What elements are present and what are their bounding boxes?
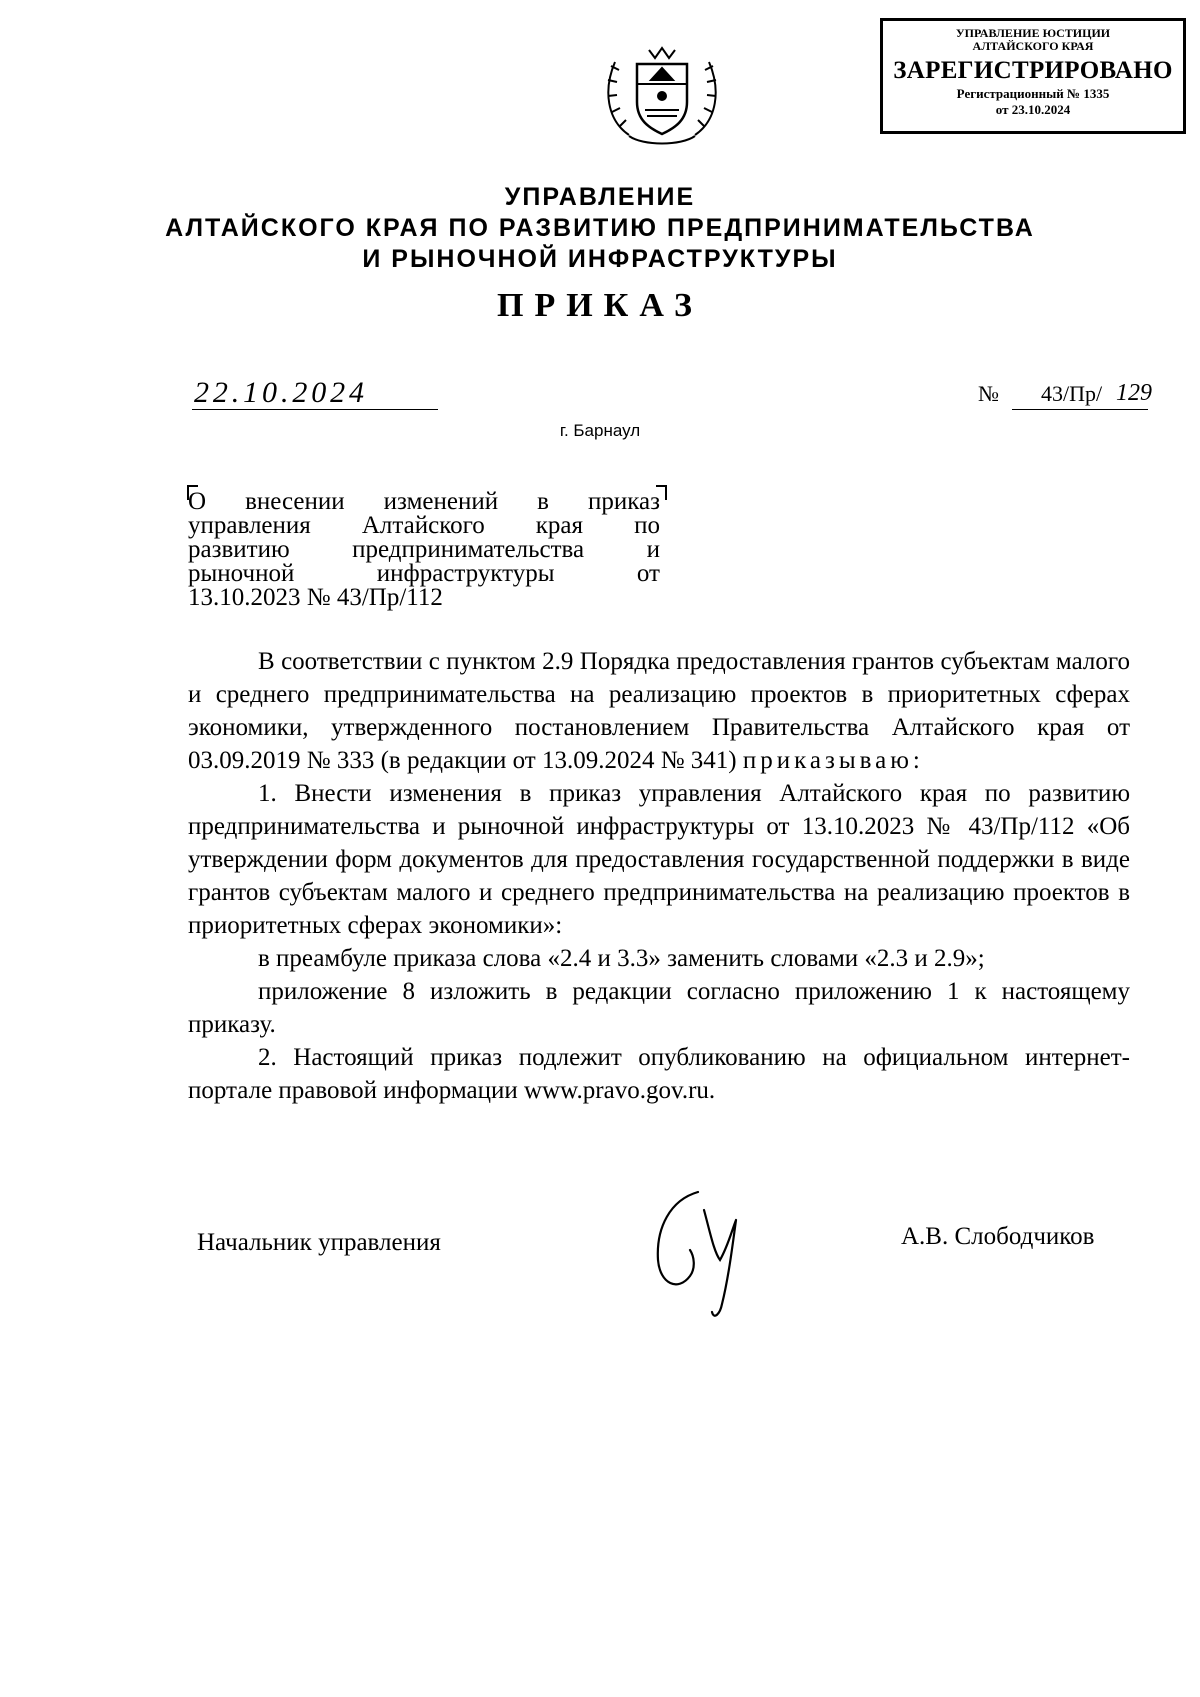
stamp-reg-number: Регистрационный № 1335 [956,86,1110,101]
registration-stamp [880,18,1186,134]
subject-line-5: 13.10.2023 № 43/Пр/112 [188,584,443,611]
number-sign: № [978,381,999,406]
number-underline [1012,409,1148,410]
handwritten-number [1115,374,1155,408]
paragraph-preamble: В соответствии с пунктом 2.9 Порядка предоставления грантов субъектам малого и среднего предпринимательства на реализацию проектов в приоритетных сферах экономики, утвержденного постановлением Правительства Алтайского края от 03.09.2019 № 333 (в редакции от 13.09.2024 № 341) приказываю: [188,648,1130,774]
paragraph-preamble-change: в преамбуле приказа слова «2.4 и 3.3» заменить словами «2.3 и 2.9»; [258,945,985,972]
order-number-prefix: 43/Пр/ [1041,381,1103,406]
paragraph-item-1: 1. Внести изменения в приказ управления Алтайского края по развитию предпринимательства и рыночной инфраструктуры от 13.10.2023 № 43/Пр/112 «Об утверждении форм документов для предоставления государственной поддержки в виде грантов субъектам малого и среднего предпринимательства на реализацию проектов в приоритетных сферах экономики»: [188,780,1130,939]
city: г. Барнаул [559,421,641,440]
order-body [188,645,1130,1107]
org-line-2: АЛТАЙСКОГО КРАЯ ПО РАЗВИТИЮ ПРЕДПРИНИМАТЕЛЬСТВА [165,214,1035,242]
order-subject [188,490,660,610]
subject-line-3: развитию предпринимательства и [188,536,660,563]
date-underline [192,409,438,410]
stamp-region: АЛТАЙСКОГО КРАЯ [972,39,1094,53]
org-line-3: И РЫНОЧНОЙ ИНФРАСТРУКТУРЫ [362,245,838,273]
stamp-status: ЗАРЕГИСТРИРОВАНО [893,57,1173,84]
document-type: ПРИКАЗ [497,287,703,324]
org-line-1: УПРАВЛЕНИЕ [504,183,696,211]
paragraph-item-2: 2. Настоящий приказ подлежит опубликованию на официальном интернет-портале правовой информации www.pravo.gov.ru. [188,1044,1130,1104]
subject-line-4: рыночной инфраструктуры от [188,560,660,587]
subject-line-2: управления Алтайского края по [188,512,660,539]
coat-of-arms-icon [599,40,725,152]
stamp-reg-date: от 23.10.2024 [995,102,1071,117]
number-text: 129 [1116,380,1152,406]
paragraph-appendix-change: приложение 8 изложить в редакции согласно приложению 1 к настоящему приказу. [188,978,1130,1038]
date-text: 22.10.2024 [194,376,370,409]
signatory-name: А.В. Слободчиков [901,1223,1095,1250]
order-verb: приказываю: [742,747,924,774]
organization-name [0,182,1200,275]
handwritten-date [190,374,440,410]
signature-icon [640,1180,790,1330]
subject-line-1: О внесении изменений в приказ [188,488,660,515]
signatory-role: Начальник управления [197,1229,441,1256]
stamp-authority: УПРАВЛЕНИЕ ЮСТИЦИИ [955,26,1111,40]
